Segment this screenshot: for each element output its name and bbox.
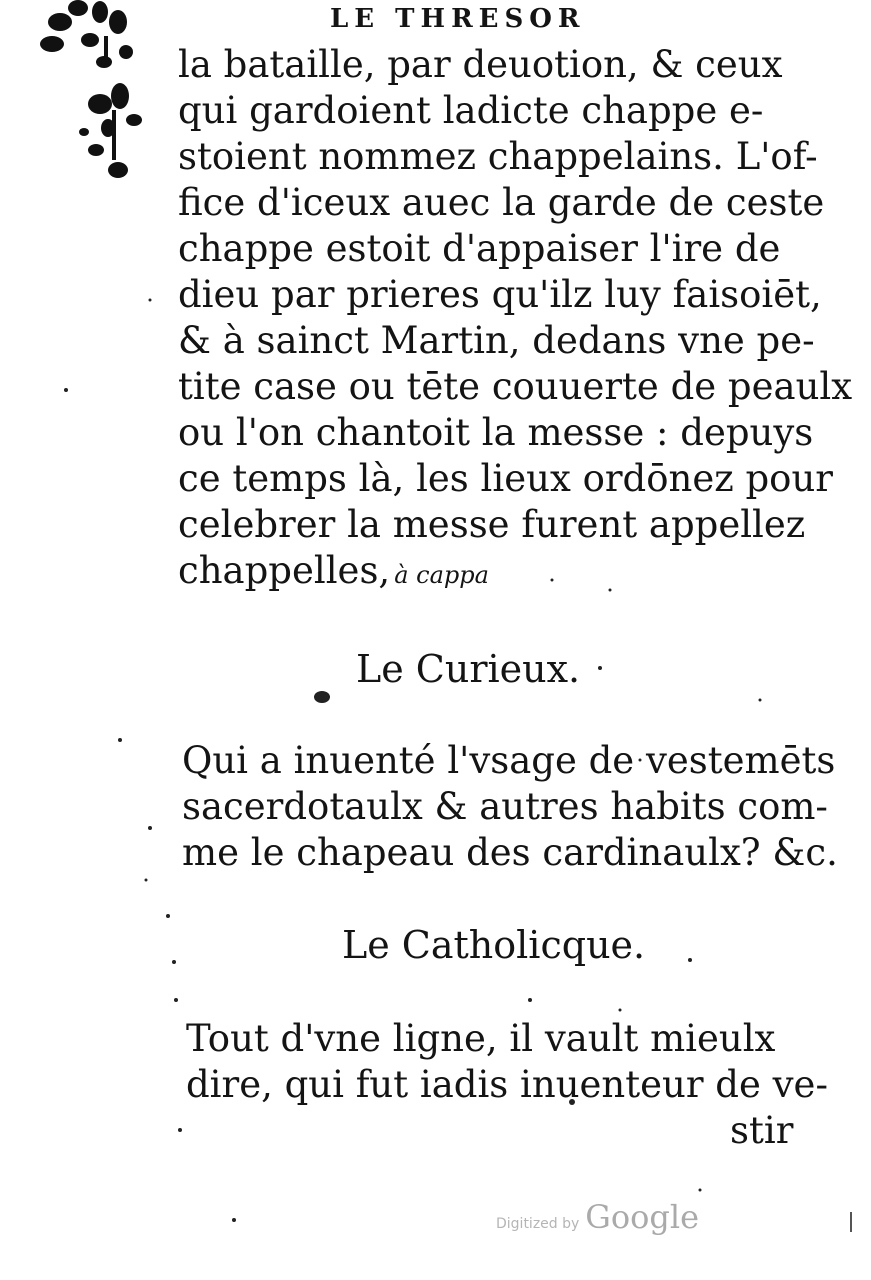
text-line: & à sainct Martin, dedans vne pe- bbox=[178, 319, 815, 362]
text-line: stoient nommez chappelains. L'of- bbox=[178, 135, 818, 178]
text-line: chappe estoit d'appaiser l'ire de bbox=[178, 227, 781, 270]
text-line: me le chapeau des cardinaulx? &c. bbox=[182, 831, 838, 874]
digitized-watermark bbox=[496, 1198, 699, 1236]
text-line: dire, qui fut iadis inuenteur de ve- bbox=[186, 1063, 828, 1106]
heading-catholicque: Le Catholicque. bbox=[342, 923, 646, 967]
handwritten-note: à cappa bbox=[394, 561, 489, 589]
text-line: la bataille, par deuotion, & ceux bbox=[178, 43, 783, 86]
google-logo: Google bbox=[585, 1198, 700, 1236]
text-line: Tout d'vne ligne, il vault mieulx bbox=[186, 1017, 776, 1060]
heading-curieux: Le Curieux. bbox=[356, 647, 581, 691]
text-line: sacerdotaulx & autres habits com- bbox=[182, 785, 828, 828]
text-line: ou l'on chantoit la messe : depuys bbox=[178, 411, 814, 454]
text-line-last bbox=[178, 548, 778, 598]
text-line: ce temps là, les lieux ordōnez pour bbox=[178, 457, 833, 500]
running-head: LE THRESOR bbox=[330, 4, 586, 34]
text-line: dieu par prieres qu'ilz luy faisoiēt, bbox=[178, 273, 822, 316]
watermark-small-text: Digitized by bbox=[496, 1216, 580, 1232]
text-line: Qui a inuenté l'vsage de vestemēts bbox=[182, 739, 836, 782]
catchword: stir bbox=[730, 1109, 794, 1152]
text-line: tite case ou tēte couuerte de peaulx bbox=[178, 365, 853, 408]
text-line: fice d'iceux auec la garde de ceste bbox=[178, 181, 825, 224]
text-line: celebrer la messe furent appellez bbox=[178, 503, 806, 546]
edge-mark bbox=[850, 1212, 852, 1232]
last-line-text: chappelles, bbox=[178, 549, 391, 592]
text-line: qui gardoient ladicte chappe e- bbox=[178, 89, 764, 132]
